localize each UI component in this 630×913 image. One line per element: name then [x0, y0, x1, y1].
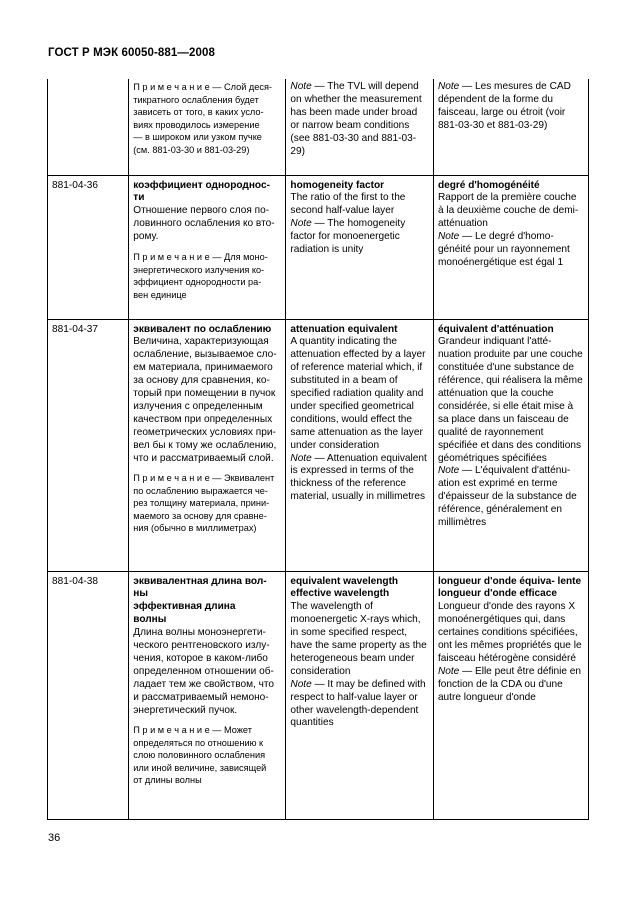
- en-note-text: — It may be defined with respect to half-value layer or other wavelength-dependent quantities: [290, 678, 426, 729]
- fr-note-label: Note: [437, 665, 460, 677]
- term-id: [48, 79, 129, 175]
- ru-cell: [129, 571, 286, 819]
- ru-cell: [129, 175, 286, 319]
- fr-note-text: — Elle peut être définie en fonction de la CDA ou d'une autre longueur d'onde: [437, 665, 582, 703]
- ru-term: коэффициент однороднос- ти: [133, 179, 270, 204]
- en-note-label: Note: [290, 678, 312, 690]
- en-definition: The wavelength of monoenergetic X-rays which, in some specified respect, have the same property as the heterogeneous beam under consideration: [290, 601, 427, 677]
- en-note-text: — Attenuation equivalent is expressed in terms of the thickness of the reference material, usually in millimetres: [290, 452, 427, 503]
- terms-table: [47, 79, 589, 820]
- term-id: 881-04-38: [48, 571, 129, 819]
- ru-note: П р и м е ч а н и е — Может определяться по отношению к слою половинного ослабления или иной величине, зависящей от длины волны: [133, 725, 267, 786]
- fr-cell: [433, 175, 588, 319]
- table-row: [48, 319, 589, 571]
- fr-note-text: — L'équivalent d'atténu- ation est exprimé en terme d'épaisseur de la substance de référence, généralement en millimètres: [437, 465, 577, 529]
- en-term: equivalent wavelength effective wavelength: [290, 575, 399, 600]
- en-definition: A quantity indicating the attenuation effected by a layer of reference material which, if substituted in a beam of specified radiation quality and under specified geometrical conditions, would effect the same attenuation as the layer under consideration: [290, 336, 426, 451]
- en-cell: [286, 571, 434, 819]
- en-cell: [286, 175, 434, 319]
- fr-cell: [433, 319, 588, 571]
- ru-term: эквивалентная длина вол- ны эффективная длина волны: [133, 575, 267, 626]
- table-row: [48, 175, 589, 319]
- fr-definition: Longueur d'onde des rayons X monoénergétiques qui, dans certaines conditions spécifiées, ont les mêmes propriétés que le faisceau hétérogène considéré: [437, 601, 582, 664]
- fr-term: équivalent d'atténuation: [437, 323, 554, 335]
- fr-note-label: Note: [437, 81, 460, 92]
- fr-note-label: Note: [437, 231, 460, 243]
- ru-definition: Длина волны моноэнергети- ческого рентгеновского излу- чения, которое в каком-либо определенном отношении об- ладает тем же свойством, что и рассматриваемый немоно- энергетический пучок.: [133, 627, 275, 716]
- ru-note: П р и м е ч а н и е — Слой деся- тикратного ослабления будет зависеть от того, в каких усло- виях проводилось измерение — в широком или узком пучке (см. 881-03-30 и 881-03-29): [133, 82, 272, 155]
- en-note-label: Note: [290, 452, 312, 464]
- en-cell: [286, 319, 434, 571]
- page-number: 36: [48, 832, 61, 844]
- ru-definition: Отношение первого слоя по- ловинного ослабления ко вто- рому.: [133, 205, 275, 243]
- fr-cell: [433, 79, 588, 175]
- en-note-text: — The homogeneity factor for monoenergetic radiation is unity: [290, 218, 406, 256]
- ru-note: П р и м е ч а н и е — Для моно- энергетического излучения ко- эффициент однородности ра- вен единице: [133, 252, 268, 300]
- page-header: ГОСТ Р МЭК 60050-881—2008: [48, 47, 215, 59]
- ru-note: П р и м е ч а н и е — Эквивалент по ослаблению выражается че- рез толщину материала, прини- маемого за основу для сравне- ния (обычно в миллиметрах): [133, 473, 275, 534]
- term-id: 881-04-36: [48, 175, 129, 319]
- fr-note-text: — Le degré d'homo- généité pour un rayonnement monoénergétique est égal 1: [437, 231, 570, 268]
- en-term: homogeneity factor: [290, 179, 385, 191]
- en-term: attenuation equivalent: [290, 323, 398, 335]
- en-note-label: Note: [290, 81, 312, 92]
- fr-definition: Grandeur indiquant l'atté- nuation produite par une couche constituée d'une substance de référence, qui réalisera la même atténuation que la couche considérée, si elle était mise à sa place dans un faisceau de qualité de rayonnement spécifiée et dans des conditions géométriques spécifiées: [437, 336, 583, 464]
- ru-cell: [129, 79, 286, 175]
- fr-term: degré d'homogénéité: [437, 179, 540, 191]
- table-row: [48, 79, 589, 175]
- table-row: [48, 571, 589, 819]
- fr-cell: [433, 571, 588, 819]
- ru-cell: [129, 319, 286, 571]
- en-note-text: — The TVL will depend on whether the measurement has been made under broad or narrow beam conditions (see 881-03-30 and 881-03-29): [290, 81, 422, 157]
- term-id: 881-04-37: [48, 319, 129, 571]
- ru-term: эквивалент по ослаблению: [133, 323, 272, 335]
- fr-note-text: — Les mesures de CAD dépendent de la forme du faisceau, large ou étroit (voir 881-03-30 et 881-03-29): [437, 81, 571, 131]
- en-definition: The ratio of the first to the second half-value layer: [290, 192, 406, 217]
- ru-definition: Величина, характеризующая ослабление, вызываемое сло- ем материала, принимаемого за основу для сравнения, ко- торый при помещении в пучок излучения с определенным качеством при определенных геометрических условиях при- вел бы к тому же ослаблению, что и рассматриваемый слой.: [133, 336, 277, 464]
- en-note-label: Note: [290, 218, 312, 230]
- fr-definition: Rapport de la première couche à la deuxième couche de demi-atténuation: [437, 192, 579, 230]
- en-cell: [286, 79, 434, 175]
- fr-note-label: Note: [437, 465, 460, 477]
- fr-term: longueur d'onde équiva- lente longueur d'onde efficace: [437, 575, 582, 600]
